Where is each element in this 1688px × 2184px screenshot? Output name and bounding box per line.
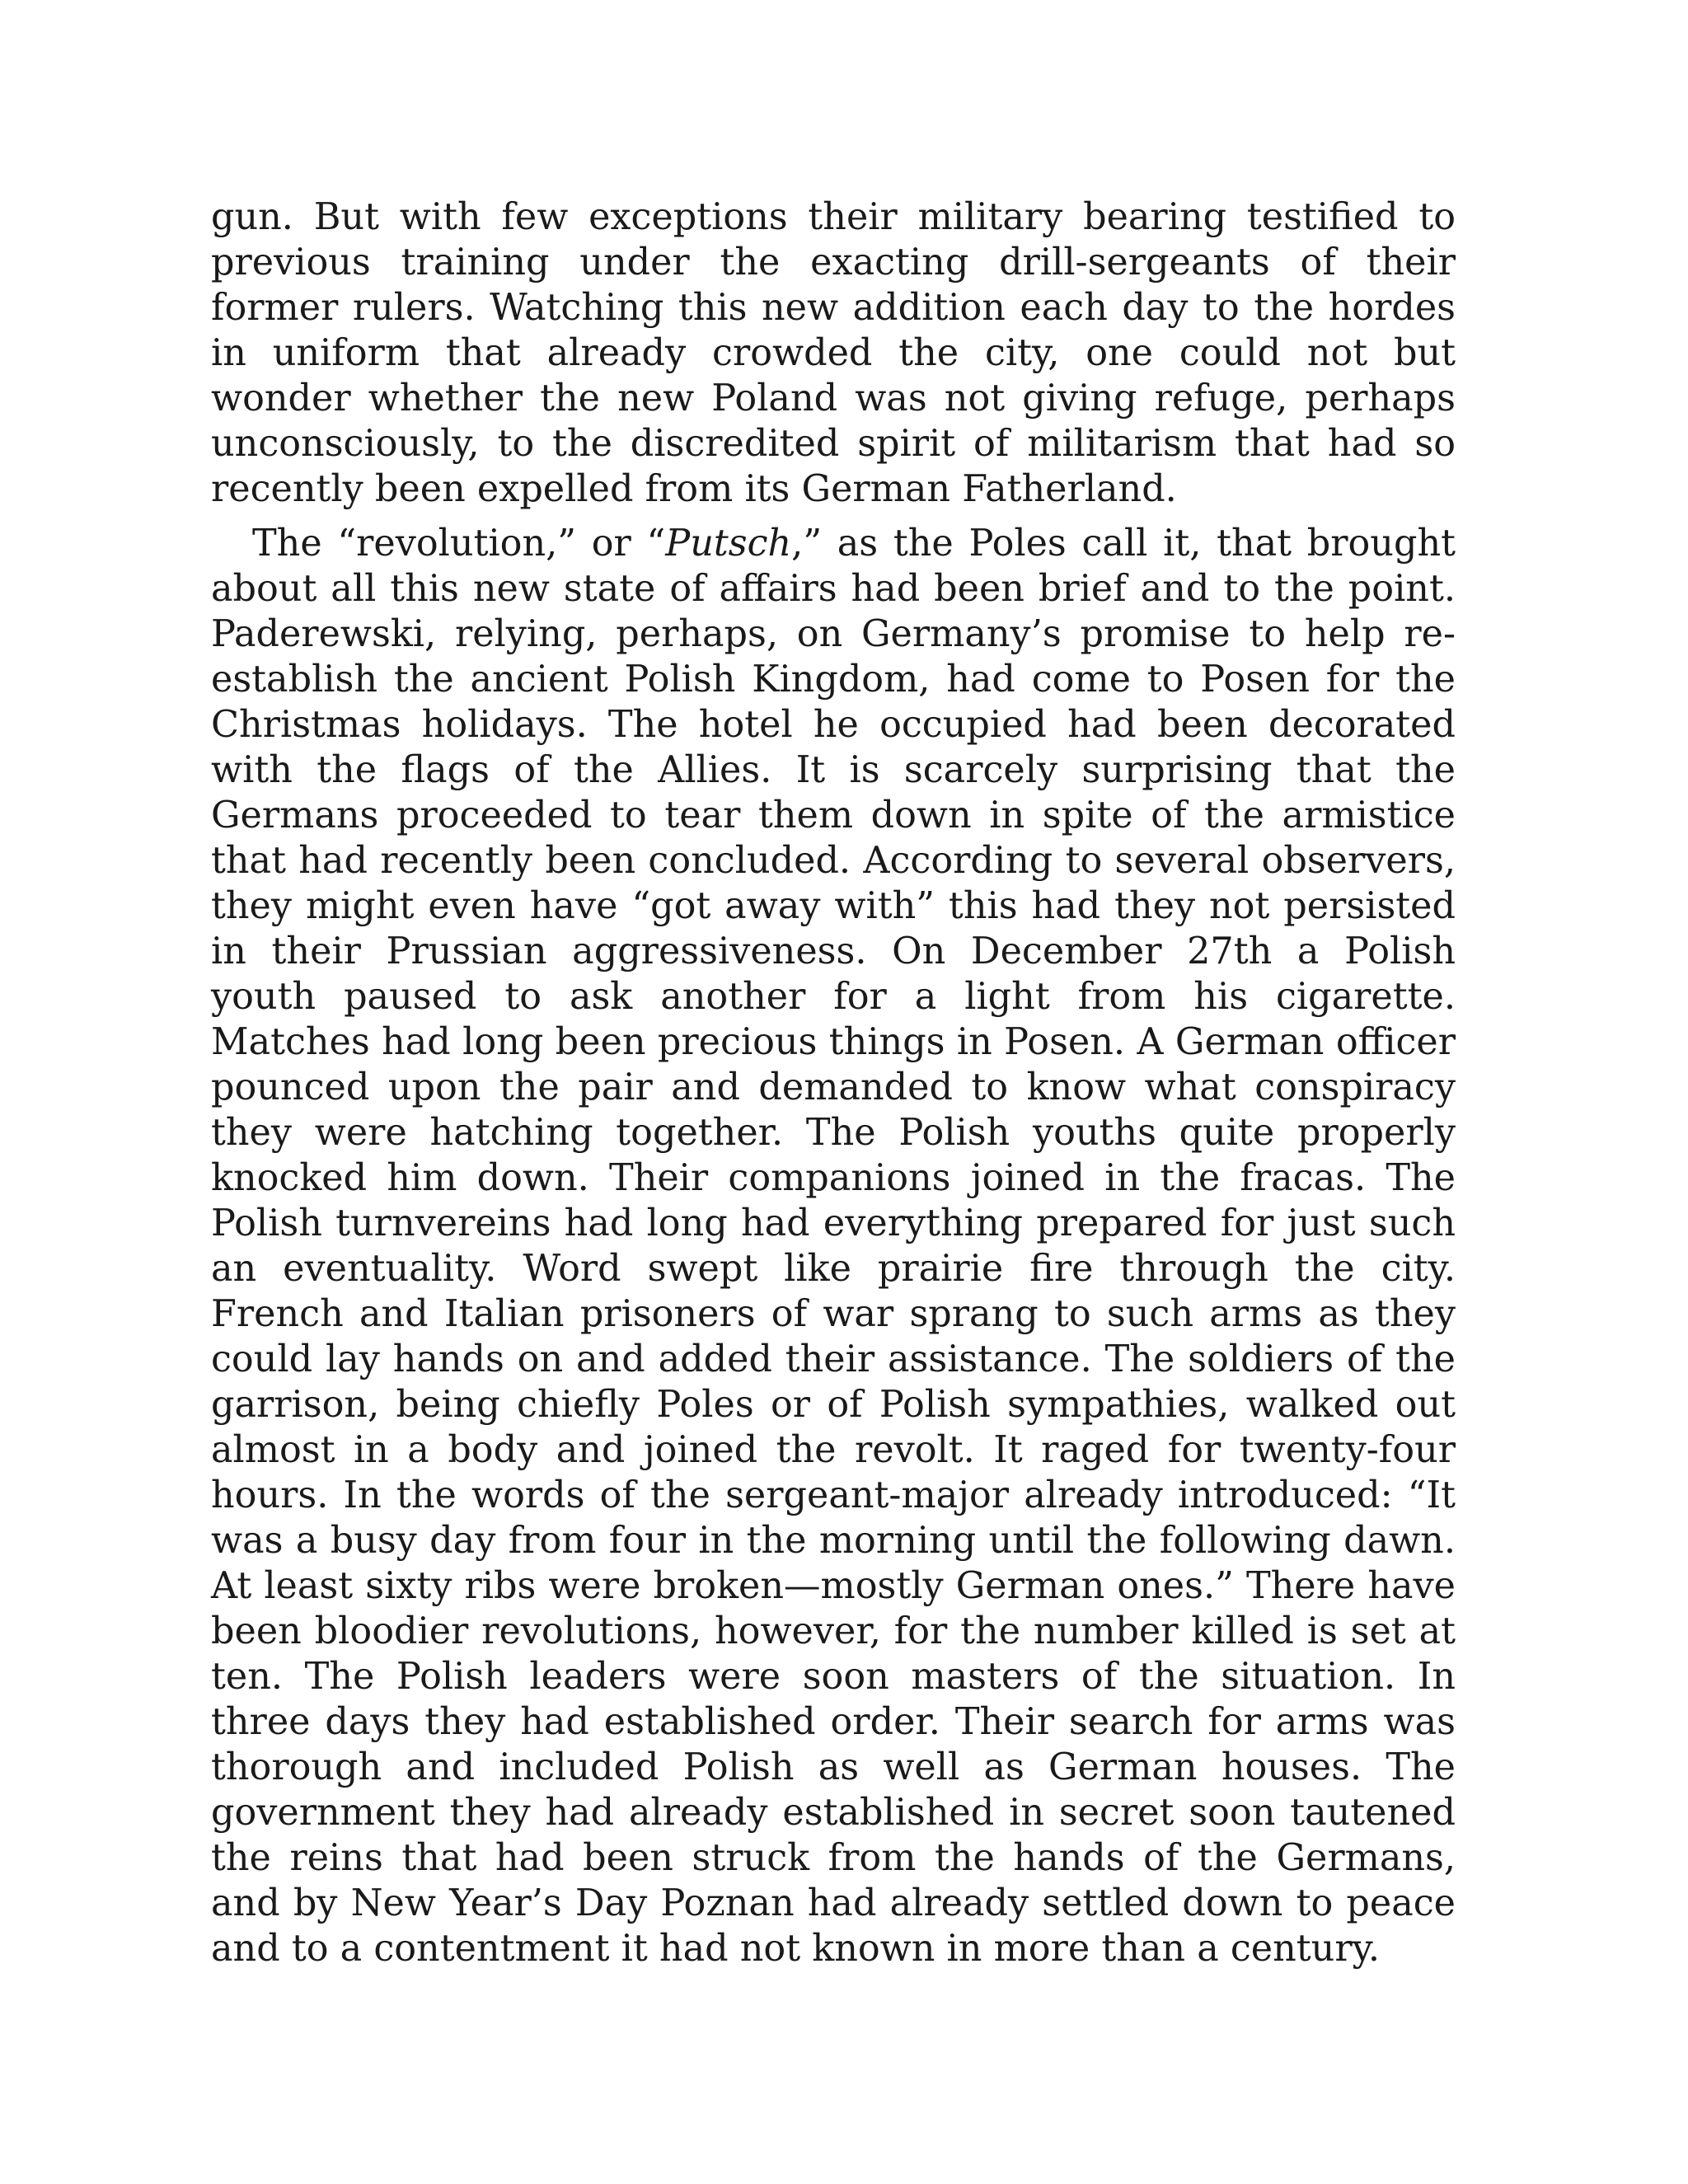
paragraph-continuation: gun. But with few exceptions their military bearing testified to previous training under the exacting drill-sergeants of their former rulers. Watching this new addition each day to the hordes in uniform that already crowded the city, one could not but wonder whether the new Poland was not giving refuge, perhaps unconsciously, to the discredited spirit of militarism that had so recently been expelled from its German Fatherland. (211, 196, 1456, 510)
paragraph-text-start: The “revolution,” or “ (252, 523, 666, 565)
italic-term-putsch: Putsch (665, 523, 792, 565)
paragraph-revolution (211, 521, 1456, 1971)
page-body (211, 194, 1456, 1971)
paragraph-text-rest: ,” as the Poles call it, that brought about all this new state of affairs had been brief and to the point. Paderewski, relying, perhaps, on Germany’s promise to help re-establish the ancient Polish Kingdom, had come to Posen for the Christmas holidays. The hotel he occupied had been decorated with the flags of the Allies. It is scarcely surprising that the Germans proceeded to tear them down in spite of the armistice that had recently been concluded. According to several observers, they might even have “got away with” this had they not persisted in their Prussian aggressiveness. On December 27th a Polish youth paused to ask another for a light from his cigarette. Matches had long been precious things in Posen. A German officer pounced upon the pair and demanded to know what conspiracy they were hatching together. The Polish youths quite properly knocked him down. Their companions joined in the fracas. The Polish turnvereins had long had everything prepared for just such an eventuality. Word swept like prairie fire through the city. French and Italian prisoners of war sprang to such arms as they could lay hands on and added their assistance. The soldiers of the garrison, being chiefly Poles or of Polish sympathies, walked out almost in a body and joined the revolt. It raged for twenty-four hours. In the words of the sergeant-major already introduced: “It was a busy day from four in the morning until the following dawn. At least sixty ribs were broken—mostly German ones.” There have been bloodier revolutions, however, for the number killed is set at ten. The Polish leaders were soon masters of the situation. In three days they had established order. Their search for arms was thorough and included Polish as well as German houses. The government they had already established in secret soon tautened the reins that had been struck from the hands of the Germans, and by New Year’s Day Poznan had already settled down to peace and to a contentment it had not known in more than a century. (211, 523, 1456, 1970)
